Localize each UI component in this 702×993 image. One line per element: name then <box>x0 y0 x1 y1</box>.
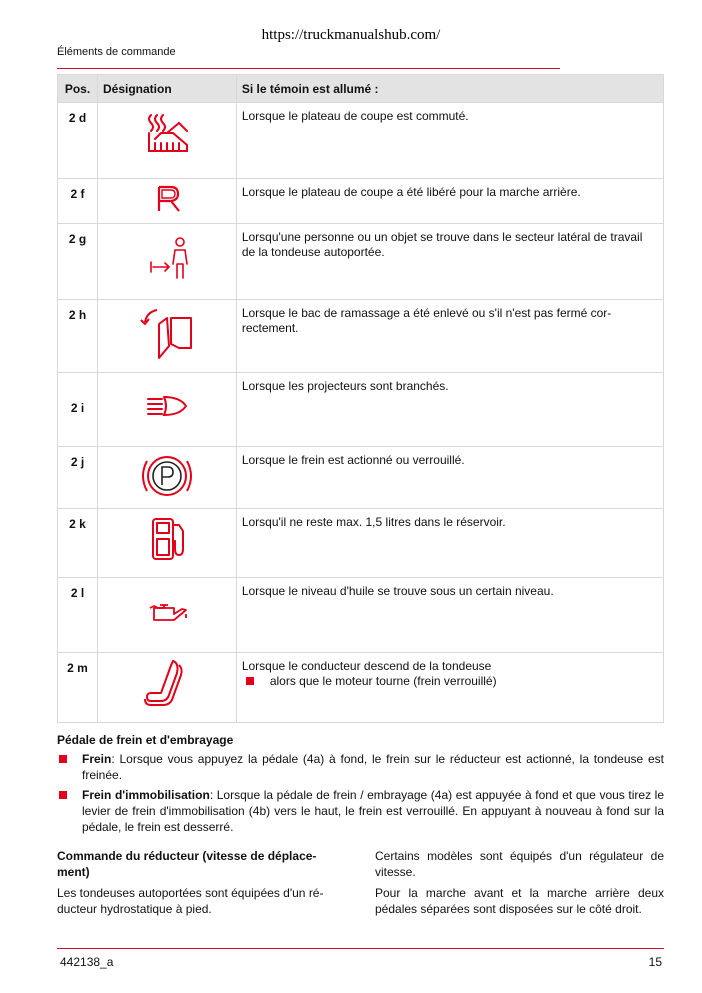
bullet-square-icon <box>59 791 67 799</box>
row-pos: 2 f <box>58 179 98 224</box>
grass-catcher-icon <box>97 300 236 373</box>
gear-section-right-p1: Certains modèles sont équipés d'un régulateur de vitesse. <box>375 849 664 879</box>
row-description-text: Lorsque le conducteur descend de la tondeuse <box>241 659 492 673</box>
row-pos: 2 h <box>58 300 98 373</box>
list-item-label: Frein d'immobilisation <box>82 788 210 802</box>
row-description: Lorsque le plateau de coupe est commuté. <box>236 103 663 179</box>
table-row <box>58 224 664 300</box>
row-pos: 2 l <box>58 578 98 653</box>
gear-section-left <box>57 848 349 922</box>
table-row <box>58 103 664 179</box>
gear-section-right-p2: Pour la marche avant et la marche arrière deux pédales séparées sont disposées sur le côté droit. <box>375 886 664 916</box>
headlight-icon <box>97 373 236 447</box>
header-designation: Désignation <box>97 75 236 103</box>
oil-can-icon <box>97 578 236 653</box>
row-description: Lorsqu'une personne ou un objet se trouve dans le secteur latéral de travail de la tondeuse autoportée. <box>236 224 663 300</box>
row-pos-label: 2 i <box>70 401 85 415</box>
reverse-r-icon <box>97 179 236 224</box>
table-row <box>58 300 664 373</box>
header-pos: Pos. <box>58 75 98 103</box>
row-description: Lorsque le frein est actionné ou verrouillé. <box>236 447 663 509</box>
gear-section-title: Commande du réducteur (vitesse de déplace-ment) <box>57 849 317 879</box>
row-pos: 2 k <box>58 509 98 578</box>
source-url: https://truckmanualshub.com/ <box>261 27 441 43</box>
list-item-text: : Lorsque vous appuyez la pédale (4a) à fond, le frein sur le réducteur est actionné, la tondeuse est freinée. <box>82 752 664 782</box>
table-row <box>58 373 664 447</box>
bullet-square-icon <box>59 755 67 763</box>
list-item-text: : Lorsque la pédale de frein / embrayage (4a) est appuyée à fond et que vous tirez le levier de frein d'immobilisation (4b) vers le haut, le frein est verrouillé. En appuyant à nouveau à fond sur la pédale, le frein est desserré. <box>82 788 665 834</box>
bullet-text: alors que le moteur tourne (frein verrouillé) <box>269 674 497 688</box>
table-row <box>58 447 664 509</box>
row-pos: 2 d <box>58 103 98 179</box>
row-description: Lorsqu'il ne reste max. 1,5 litres dans le réservoir. <box>236 509 663 578</box>
gear-section-left-text: Les tondeuses autoportées sont équipées d'un ré-ducteur hydrostatique à pied. <box>57 886 324 916</box>
row-pos: 2 j <box>58 447 98 509</box>
top-divider <box>57 68 560 69</box>
seat-icon <box>97 653 236 723</box>
footer-divider <box>57 948 664 949</box>
header-condition: Si le témoin est allumé : <box>236 75 663 103</box>
table-row <box>58 578 664 653</box>
parking-brake-icon <box>97 447 236 509</box>
row-pos <box>58 373 98 447</box>
row-pos: 2 m <box>58 653 98 723</box>
gear-section-right <box>375 848 664 922</box>
row-description: Lorsque le plateau de coupe a été libéré pour la marche arrière. <box>236 179 663 224</box>
indicator-table <box>57 74 664 723</box>
row-description: Lorsque le niveau d'huile se trouve sous un certain niveau. <box>236 578 663 653</box>
bullet-square-icon <box>246 677 254 685</box>
bullet-item <box>242 674 657 689</box>
list-item-label: Frein <box>82 752 112 766</box>
brake-list <box>57 751 664 839</box>
table-row <box>58 509 664 578</box>
page-number: 15 <box>648 955 662 969</box>
fuel-pump-icon <box>97 509 236 578</box>
table-row <box>58 653 664 723</box>
section-title: Éléments de commande <box>57 46 176 58</box>
row-description: Lorsque les projecteurs sont branchés. <box>236 373 663 447</box>
list-item <box>57 787 664 835</box>
cutting-deck-engaged-icon <box>97 103 236 179</box>
person-lateral-zone-icon <box>97 224 236 300</box>
list-item <box>57 751 664 783</box>
doc-id: 442138_a <box>60 955 114 969</box>
row-description: Lorsque le bac de ramassage a été enlevé ou s'il n'est pas fermé cor-rectement. <box>236 300 663 373</box>
row-pos: 2 g <box>58 224 98 300</box>
brake-section-title: Pédale de frein et d'embrayage <box>57 733 234 747</box>
row-description <box>236 653 663 723</box>
table-header-row <box>58 75 664 103</box>
table-row <box>58 179 664 224</box>
